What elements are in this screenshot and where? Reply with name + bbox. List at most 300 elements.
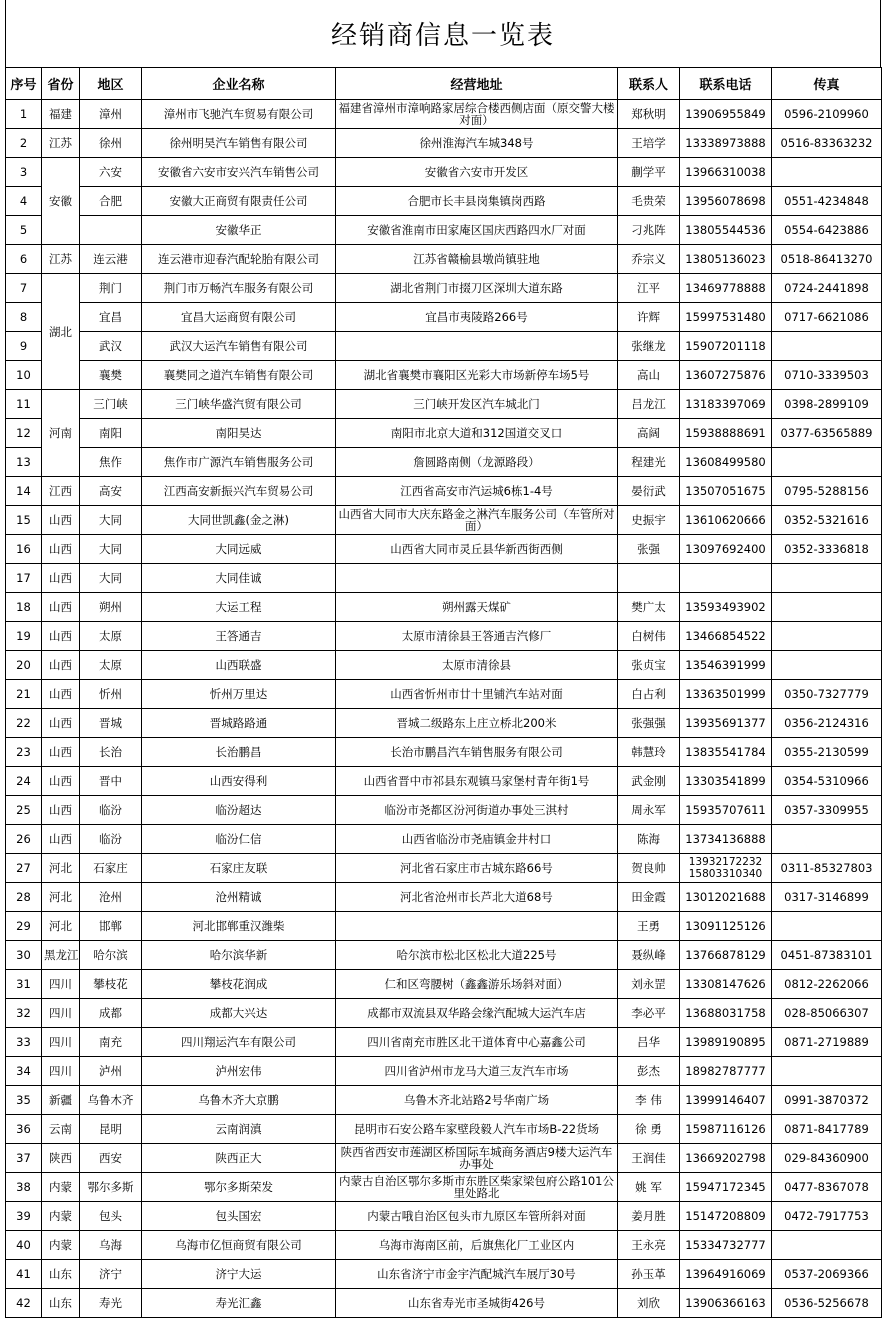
row-contact: 刘欣 xyxy=(618,1289,680,1318)
row-region: 临汾 xyxy=(80,825,142,854)
row-phone: 13906955849 xyxy=(680,100,772,129)
row-phone: 13308147626 xyxy=(680,970,772,999)
row-contact: 彭杰 xyxy=(618,1057,680,1086)
header-no: 序号 xyxy=(6,68,42,100)
row-contact: 程建光 xyxy=(618,448,680,477)
row-phone: 15947172345 xyxy=(680,1173,772,1202)
table-row xyxy=(6,622,882,651)
table-row xyxy=(6,535,882,564)
row-region: 鄂尔多斯 xyxy=(80,1173,142,1202)
row-no: 40 xyxy=(6,1231,42,1260)
row-phone: 13766878129 xyxy=(680,941,772,970)
row-contact: 毛贵荣 xyxy=(618,187,680,216)
row-company: 寿光汇鑫 xyxy=(142,1289,336,1318)
row-fax xyxy=(772,332,882,361)
row-province: 安徽 xyxy=(42,158,80,245)
row-region: 三门峡 xyxy=(80,390,142,419)
row-company: 徐州明昊汽车销售有限公司 xyxy=(142,129,336,158)
table-row xyxy=(6,1086,882,1115)
table-row xyxy=(6,1202,882,1231)
row-no: 10 xyxy=(6,361,42,390)
row-region: 漳州 xyxy=(80,100,142,129)
row-region: 沧州 xyxy=(80,883,142,912)
row-address: 合肥市长丰县岗集镇岗西路 xyxy=(336,187,618,216)
row-no: 15 xyxy=(6,506,42,535)
row-address: 太原市清徐县王答通吉汽修厂 xyxy=(336,622,618,651)
row-region: 泸州 xyxy=(80,1057,142,1086)
row-contact: 韩慧玲 xyxy=(618,738,680,767)
row-province: 新疆 xyxy=(42,1086,80,1115)
row-no: 13 xyxy=(6,448,42,477)
row-province: 山东 xyxy=(42,1260,80,1289)
row-no: 37 xyxy=(6,1144,42,1173)
row-phone: 13989190895 xyxy=(680,1028,772,1057)
row-company: 荆门市万畅汽车服务有限公司 xyxy=(142,274,336,303)
table-row xyxy=(6,245,882,274)
row-phone: 13932172232 15803310340 xyxy=(680,854,772,883)
row-region: 徐州 xyxy=(80,129,142,158)
table-row xyxy=(6,332,882,361)
row-company: 临汾超达 xyxy=(142,796,336,825)
row-company: 云南润滇 xyxy=(142,1115,336,1144)
row-no: 17 xyxy=(6,564,42,593)
row-province: 河南 xyxy=(42,390,80,477)
row-phone: 18982787777 xyxy=(680,1057,772,1086)
row-contact: 吕华 xyxy=(618,1028,680,1057)
page-title: 经销商信息一览表 xyxy=(330,21,555,51)
table-row xyxy=(6,651,882,680)
row-contact: 王勇 xyxy=(618,912,680,941)
row-no: 21 xyxy=(6,680,42,709)
row-address xyxy=(336,564,618,593)
row-fax: 0554-6423886 xyxy=(772,216,882,245)
row-company: 河北邯郸重汉潍柴 xyxy=(142,912,336,941)
row-address: 三门峡开发区汽车城北门 xyxy=(336,390,618,419)
row-phone: 15987116126 xyxy=(680,1115,772,1144)
table-row xyxy=(6,767,882,796)
row-province: 四川 xyxy=(42,1028,80,1057)
table-row xyxy=(6,448,882,477)
row-phone: 13469778888 xyxy=(680,274,772,303)
row-contact: 白树伟 xyxy=(618,622,680,651)
row-contact: 高阔 xyxy=(618,419,680,448)
row-fax: 0724-2441898 xyxy=(772,274,882,303)
row-province: 湖北 xyxy=(42,274,80,390)
row-region: 六安 xyxy=(80,158,142,187)
row-phone: 13999146407 xyxy=(680,1086,772,1115)
row-fax: 0398-2899109 xyxy=(772,390,882,419)
row-phone xyxy=(680,564,772,593)
row-no: 9 xyxy=(6,332,42,361)
row-contact: 孙玉革 xyxy=(618,1260,680,1289)
row-no: 25 xyxy=(6,796,42,825)
row-region: 忻州 xyxy=(80,680,142,709)
row-no: 19 xyxy=(6,622,42,651)
table-row xyxy=(6,216,882,245)
row-contact: 王永亮 xyxy=(618,1231,680,1260)
row-region: 攀枝花 xyxy=(80,970,142,999)
row-contact: 许辉 xyxy=(618,303,680,332)
row-no: 6 xyxy=(6,245,42,274)
table-row xyxy=(6,680,882,709)
row-region: 成都 xyxy=(80,999,142,1028)
row-fax: 0991-3870372 xyxy=(772,1086,882,1115)
row-fax: 0551-4234848 xyxy=(772,187,882,216)
row-address: 四川省泸州市龙马大道三友汽车市场 xyxy=(336,1057,618,1086)
row-no: 34 xyxy=(6,1057,42,1086)
row-no: 12 xyxy=(6,419,42,448)
row-no: 29 xyxy=(6,912,42,941)
row-company: 鄂尔多斯荣发 xyxy=(142,1173,336,1202)
row-region xyxy=(80,216,142,245)
row-contact: 姚 军 xyxy=(618,1173,680,1202)
table-row xyxy=(6,1057,882,1086)
row-phone: 13669202798 xyxy=(680,1144,772,1173)
table-row xyxy=(6,129,882,158)
row-province: 云南 xyxy=(42,1115,80,1144)
row-province: 山西 xyxy=(42,796,80,825)
row-contact: 蒯学平 xyxy=(618,158,680,187)
row-province: 山东 xyxy=(42,1289,80,1318)
row-province: 山西 xyxy=(42,535,80,564)
row-phone: 13805136023 xyxy=(680,245,772,274)
row-region: 朔州 xyxy=(80,593,142,622)
table-row xyxy=(6,883,882,912)
row-no: 31 xyxy=(6,970,42,999)
row-province: 山西 xyxy=(42,651,80,680)
row-fax: 0311-85327803 xyxy=(772,854,882,883)
row-no: 42 xyxy=(6,1289,42,1318)
row-fax xyxy=(772,593,882,622)
header-address: 经营地址 xyxy=(336,68,618,100)
row-province: 山西 xyxy=(42,825,80,854)
row-phone: 13607275876 xyxy=(680,361,772,390)
table-row xyxy=(6,390,882,419)
row-company: 晋城路路通 xyxy=(142,709,336,738)
row-fax xyxy=(772,1057,882,1086)
row-no: 30 xyxy=(6,941,42,970)
table-row xyxy=(6,506,882,535)
row-province: 江苏 xyxy=(42,245,80,274)
row-region: 南充 xyxy=(80,1028,142,1057)
row-company: 江西高安新振兴汽车贸易公司 xyxy=(142,477,336,506)
row-fax: 0472-7917753 xyxy=(772,1202,882,1231)
row-fax xyxy=(772,651,882,680)
row-company: 襄樊同之道汽车销售有限公司 xyxy=(142,361,336,390)
row-fax xyxy=(772,912,882,941)
row-address: 山西省大同市大庆东路金之淋汽车服务公司（车管所对面） xyxy=(336,506,618,535)
dealer-sheet xyxy=(5,0,881,1318)
row-company: 安徽大正商贸有限责任公司 xyxy=(142,187,336,216)
table-row xyxy=(6,419,882,448)
row-company: 济宁大运 xyxy=(142,1260,336,1289)
row-no: 3 xyxy=(6,158,42,187)
row-fax: 0516-83363232 xyxy=(772,129,882,158)
row-no: 28 xyxy=(6,883,42,912)
row-region: 太原 xyxy=(80,651,142,680)
row-no: 41 xyxy=(6,1260,42,1289)
header-company: 企业名称 xyxy=(142,68,336,100)
dealer-table xyxy=(5,67,882,1318)
row-fax: 0355-2130599 xyxy=(772,738,882,767)
row-phone: 13303541899 xyxy=(680,767,772,796)
row-phone: 13338973888 xyxy=(680,129,772,158)
row-address: 山西省临汾市尧庙镇金井村口 xyxy=(336,825,618,854)
row-fax xyxy=(772,1231,882,1260)
row-province: 河北 xyxy=(42,883,80,912)
row-company: 哈尔滨华新 xyxy=(142,941,336,970)
row-region: 大同 xyxy=(80,535,142,564)
row-phone: 13091125126 xyxy=(680,912,772,941)
row-region: 襄樊 xyxy=(80,361,142,390)
row-contact: 聂纵峰 xyxy=(618,941,680,970)
row-no: 39 xyxy=(6,1202,42,1231)
row-address: 徐州淮海汽车城348号 xyxy=(336,129,618,158)
table-row xyxy=(6,1231,882,1260)
row-province: 山西 xyxy=(42,506,80,535)
row-company: 沧州精诚 xyxy=(142,883,336,912)
row-province: 河北 xyxy=(42,854,80,883)
row-phone: 13593493902 xyxy=(680,593,772,622)
row-address: 昆明市石安公路车家壁段毅人汽车市场B-22货场 xyxy=(336,1115,618,1144)
row-address: 太原市清徐县 xyxy=(336,651,618,680)
row-company: 三门峡华盛汽贸有限公司 xyxy=(142,390,336,419)
row-company: 山西联盛 xyxy=(142,651,336,680)
row-province: 陕西 xyxy=(42,1144,80,1173)
row-region: 南阳 xyxy=(80,419,142,448)
row-phone: 13507051675 xyxy=(680,477,772,506)
row-address: 山西省大同市灵丘县华新西街西侧 xyxy=(336,535,618,564)
row-company: 连云港市迎春汽配轮胎有限公司 xyxy=(142,245,336,274)
row-address: 临汾市尧都区汾河街道办事处三淇村 xyxy=(336,796,618,825)
row-contact: 张贞宝 xyxy=(618,651,680,680)
row-address: 江西省高安市汽运城6栋1-4号 xyxy=(336,477,618,506)
row-contact: 武金刚 xyxy=(618,767,680,796)
table-row xyxy=(6,187,882,216)
row-province: 山西 xyxy=(42,738,80,767)
row-region: 大同 xyxy=(80,506,142,535)
table-row xyxy=(6,854,882,883)
row-region: 济宁 xyxy=(80,1260,142,1289)
row-address xyxy=(336,332,618,361)
row-company: 忻州万里达 xyxy=(142,680,336,709)
row-region: 乌海 xyxy=(80,1231,142,1260)
row-contact xyxy=(618,564,680,593)
row-contact: 白占利 xyxy=(618,680,680,709)
row-address: 宜昌市夷陵路266号 xyxy=(336,303,618,332)
row-company: 大运工程 xyxy=(142,593,336,622)
row-fax xyxy=(772,448,882,477)
row-fax: 0871-8417789 xyxy=(772,1115,882,1144)
table-row xyxy=(6,477,882,506)
row-region: 昆明 xyxy=(80,1115,142,1144)
row-address: 安徽省六安市开发区 xyxy=(336,158,618,187)
row-phone: 13966310038 xyxy=(680,158,772,187)
table-row xyxy=(6,941,882,970)
row-fax: 0871-2719889 xyxy=(772,1028,882,1057)
row-address: 山东省寿光市圣城街426号 xyxy=(336,1289,618,1318)
row-fax: 0451-87383101 xyxy=(772,941,882,970)
title-box xyxy=(5,0,881,67)
row-company: 陕西正大 xyxy=(142,1144,336,1173)
row-address: 陕西省西安市莲湖区桥国际车城商务酒店9楼大运汽车办事处 xyxy=(336,1144,618,1173)
row-company: 攀枝花润成 xyxy=(142,970,336,999)
header-phone: 联系电话 xyxy=(680,68,772,100)
row-region: 宜昌 xyxy=(80,303,142,332)
row-fax: 0317-3146899 xyxy=(772,883,882,912)
row-no: 2 xyxy=(6,129,42,158)
row-province: 山西 xyxy=(42,767,80,796)
table-row xyxy=(6,1115,882,1144)
row-company: 大同世凯鑫(金之淋) xyxy=(142,506,336,535)
row-company: 宜昌大运商贸有限公司 xyxy=(142,303,336,332)
row-address: 湖北省荆门市掇刀区深圳大道东路 xyxy=(336,274,618,303)
row-phone: 13610620666 xyxy=(680,506,772,535)
row-company: 泸州宏伟 xyxy=(142,1057,336,1086)
row-no: 23 xyxy=(6,738,42,767)
table-row xyxy=(6,912,882,941)
row-contact: 王培学 xyxy=(618,129,680,158)
row-region: 西安 xyxy=(80,1144,142,1173)
row-contact: 史振宇 xyxy=(618,506,680,535)
row-region: 太原 xyxy=(80,622,142,651)
row-company: 包头国宏 xyxy=(142,1202,336,1231)
row-address xyxy=(336,912,618,941)
row-fax: 0352-3336818 xyxy=(772,535,882,564)
table-row xyxy=(6,825,882,854)
row-province: 山西 xyxy=(42,622,80,651)
row-company: 四川翔运汽车有限公司 xyxy=(142,1028,336,1057)
table-body xyxy=(6,100,882,1318)
row-fax xyxy=(772,564,882,593)
row-province: 山西 xyxy=(42,564,80,593)
row-contact: 乔宗义 xyxy=(618,245,680,274)
row-province: 四川 xyxy=(42,999,80,1028)
row-region: 石家庄 xyxy=(80,854,142,883)
row-no: 7 xyxy=(6,274,42,303)
row-fax: 0477-8367078 xyxy=(772,1173,882,1202)
row-province: 四川 xyxy=(42,970,80,999)
row-region: 长治 xyxy=(80,738,142,767)
row-contact: 高山 xyxy=(618,361,680,390)
row-region: 哈尔滨 xyxy=(80,941,142,970)
row-company: 成都大兴达 xyxy=(142,999,336,1028)
row-no: 27 xyxy=(6,854,42,883)
row-address: 四川省南充市胜区北干道体育中心嘉鑫公司 xyxy=(336,1028,618,1057)
row-fax xyxy=(772,622,882,651)
header-row xyxy=(6,68,882,100)
row-no: 18 xyxy=(6,593,42,622)
row-region: 临汾 xyxy=(80,796,142,825)
row-contact: 吕龙江 xyxy=(618,390,680,419)
row-no: 35 xyxy=(6,1086,42,1115)
row-address: 仁和区弯腰树（鑫鑫游乐场斜对面） xyxy=(336,970,618,999)
row-province: 内蒙 xyxy=(42,1202,80,1231)
row-contact: 李 伟 xyxy=(618,1086,680,1115)
table-row xyxy=(6,303,882,332)
table-row xyxy=(6,970,882,999)
row-province: 福建 xyxy=(42,100,80,129)
row-no: 24 xyxy=(6,767,42,796)
row-no: 20 xyxy=(6,651,42,680)
row-address: 成都市双流县双华路会缘汽配城大运汽车店 xyxy=(336,999,618,1028)
table-row xyxy=(6,1028,882,1057)
row-address: 乌海市海南区前，后旗焦化厂工业区内 xyxy=(336,1231,618,1260)
row-phone: 13466854522 xyxy=(680,622,772,651)
row-province: 江西 xyxy=(42,477,80,506)
row-fax: 0717-6621086 xyxy=(772,303,882,332)
row-company: 焦作市广源汽车销售服务公司 xyxy=(142,448,336,477)
row-address: 山西省晋中市祁县东观镇马家堡村青年街1号 xyxy=(336,767,618,796)
row-region: 包头 xyxy=(80,1202,142,1231)
row-contact: 李必平 xyxy=(618,999,680,1028)
row-phone: 13906366163 xyxy=(680,1289,772,1318)
row-address: 朔州露天煤矿 xyxy=(336,593,618,622)
row-fax: 0350-7327779 xyxy=(772,680,882,709)
row-fax: 0596-2109960 xyxy=(772,100,882,129)
row-company: 安徽省六安市安兴汽车销售公司 xyxy=(142,158,336,187)
row-region: 焦作 xyxy=(80,448,142,477)
row-province: 山西 xyxy=(42,593,80,622)
row-fax: 0377-63565889 xyxy=(772,419,882,448)
row-province: 山西 xyxy=(42,709,80,738)
row-province: 内蒙 xyxy=(42,1231,80,1260)
table-row xyxy=(6,158,882,187)
row-phone: 13363501999 xyxy=(680,680,772,709)
row-phone: 13097692400 xyxy=(680,535,772,564)
row-address: 河北省石家庄市古城东路66号 xyxy=(336,854,618,883)
row-company: 山西安得利 xyxy=(142,767,336,796)
row-address: 詹圆路南侧（龙源路段） xyxy=(336,448,618,477)
row-no: 33 xyxy=(6,1028,42,1057)
row-region: 连云港 xyxy=(80,245,142,274)
row-no: 16 xyxy=(6,535,42,564)
row-address: 河北省沧州市长芦北大道68号 xyxy=(336,883,618,912)
row-phone: 15147208809 xyxy=(680,1202,772,1231)
row-address: 福建省漳州市漳响路家居综合楼西侧店面（原交警大楼对面） xyxy=(336,100,618,129)
row-fax: 0518-86413270 xyxy=(772,245,882,274)
header-region: 地区 xyxy=(80,68,142,100)
row-address: 内蒙古哦自治区包头市九原区车管所斜对面 xyxy=(336,1202,618,1231)
row-region: 晋中 xyxy=(80,767,142,796)
table-row xyxy=(6,709,882,738)
row-no: 36 xyxy=(6,1115,42,1144)
row-province: 黑龙江 xyxy=(42,941,80,970)
row-contact: 周永军 xyxy=(618,796,680,825)
row-address: 内蒙古自治区鄂尔多斯市东胜区柴家梁包府公路101公里处路北 xyxy=(336,1173,618,1202)
row-address: 哈尔滨市松北区松北大道225号 xyxy=(336,941,618,970)
row-company: 长治鹏昌 xyxy=(142,738,336,767)
row-company: 乌海市亿恒商贸有限公司 xyxy=(142,1231,336,1260)
row-contact: 刘永罡 xyxy=(618,970,680,999)
row-company: 乌鲁木齐大京鹏 xyxy=(142,1086,336,1115)
row-fax: 0352-5321616 xyxy=(772,506,882,535)
row-phone: 15938888691 xyxy=(680,419,772,448)
row-contact: 郑秋明 xyxy=(618,100,680,129)
row-phone: 13935691377 xyxy=(680,709,772,738)
row-region: 大同 xyxy=(80,564,142,593)
row-phone: 15334732777 xyxy=(680,1231,772,1260)
row-company: 漳州市飞驰汽车贸易有限公司 xyxy=(142,100,336,129)
row-no: 11 xyxy=(6,390,42,419)
row-region: 寿光 xyxy=(80,1289,142,1318)
row-phone: 13183397069 xyxy=(680,390,772,419)
row-fax: 0357-3309955 xyxy=(772,796,882,825)
row-phone: 13546391999 xyxy=(680,651,772,680)
table-row xyxy=(6,1144,882,1173)
table-row xyxy=(6,593,882,622)
table-row xyxy=(6,1289,882,1318)
